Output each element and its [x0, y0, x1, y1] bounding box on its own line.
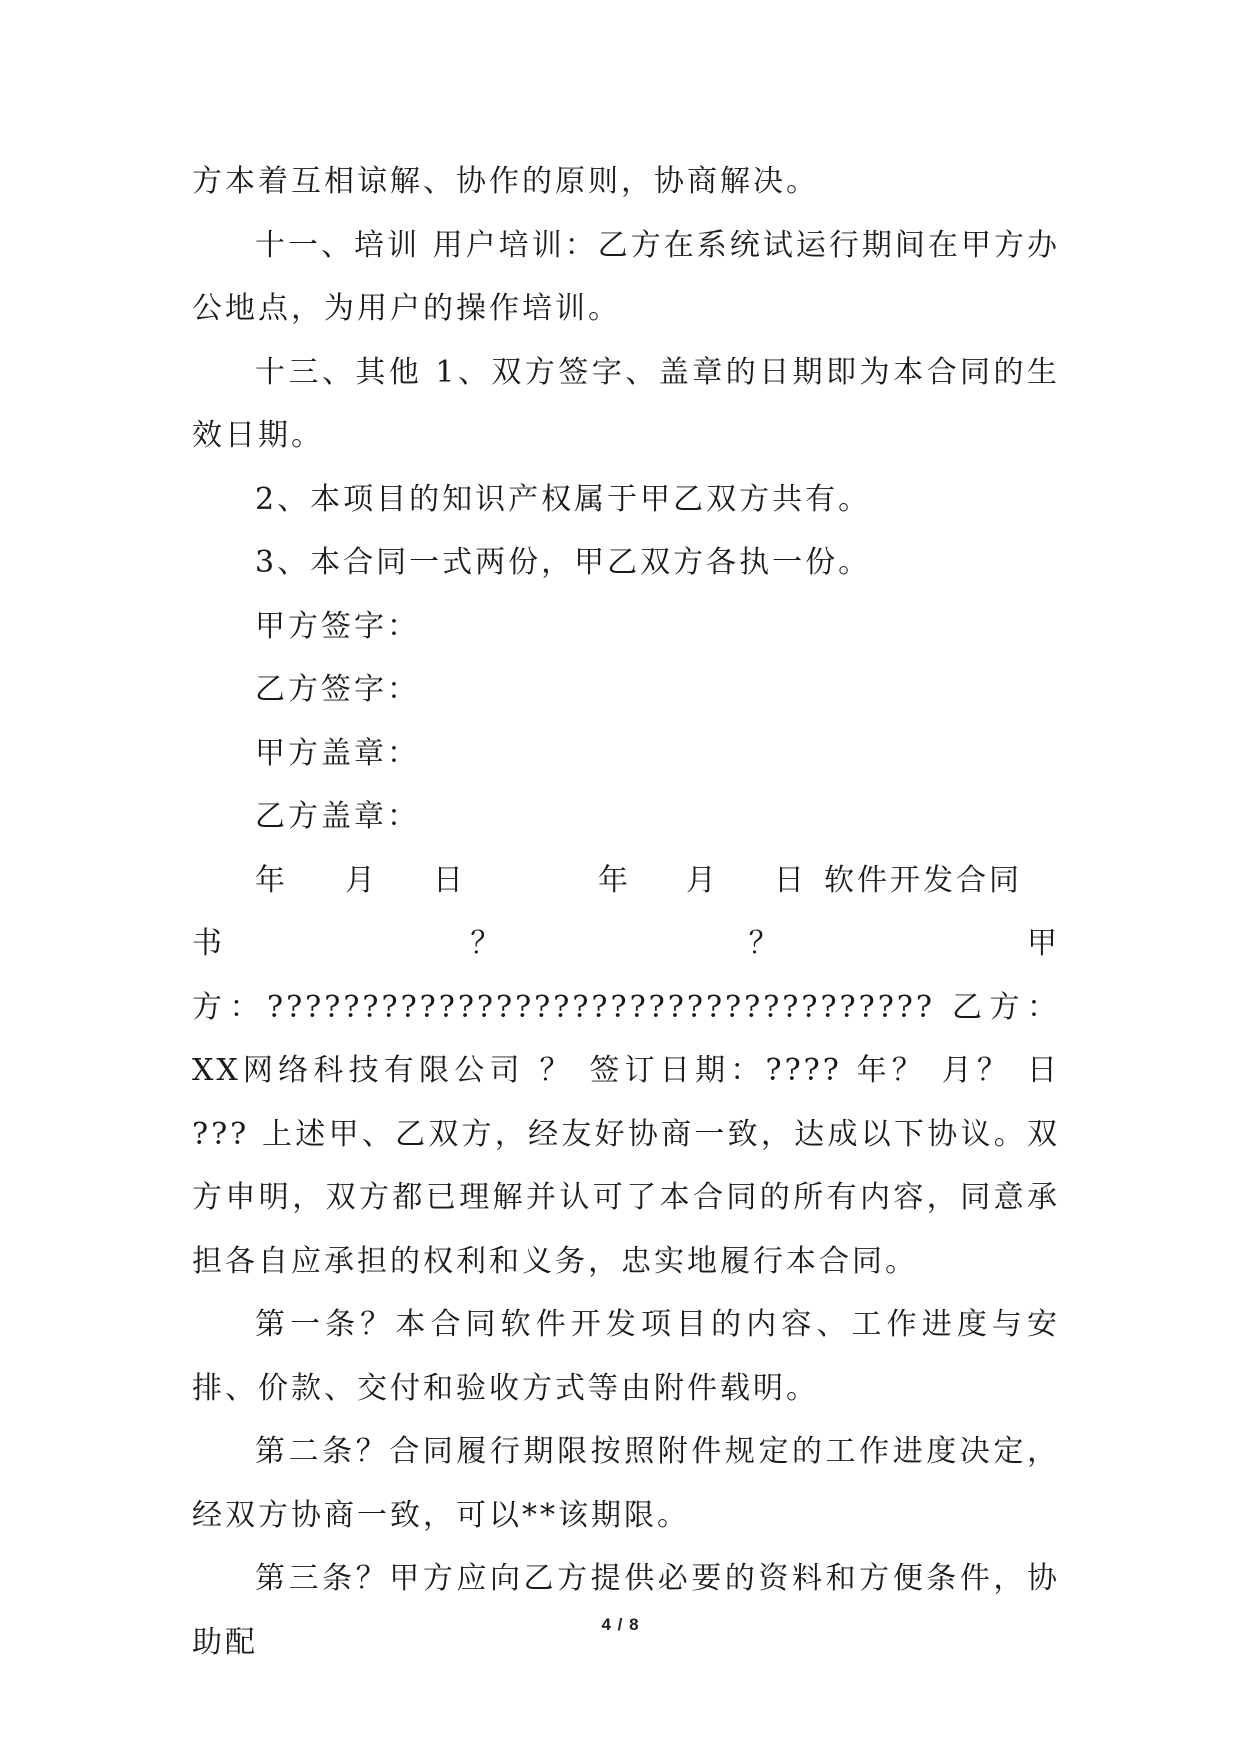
date-month-1: 月: [345, 862, 378, 898]
paragraph-training: 十一、培训 用户培训：乙方在系统试运行期间在甲方办公地点，为用户的操作培训。: [192, 227, 1060, 326]
date-day-2: 日: [774, 862, 807, 898]
document-body: [192, 150, 1060, 1674]
article-one: 第一条？本合同软件开发项目的内容、工作进度与安排、价款、交付和验收方式等由附件载明。: [192, 1307, 1060, 1406]
party-b-seal-label: 乙方盖章：: [255, 799, 420, 834]
article-two: 第二条？合同履行期限按照附件规定的工作进度决定，经双方协商一致，可以**该期限。: [192, 1434, 1060, 1533]
party-a-signature-label: 甲方签字：: [255, 608, 420, 644]
date-year-1: 年: [255, 862, 288, 898]
paragraph-other-effective-date: 十三、其他 1、双方签字、盖章的日期即为本合同的生效日期。: [192, 354, 1060, 453]
paragraph-ip-ownership: 2、本项目的知识产权属于甲乙双方共有。: [255, 481, 872, 517]
page-number: 4 / 8: [601, 1615, 640, 1634]
party-b-signature-label: 乙方签字：: [255, 672, 420, 707]
party-a-seal-label: 甲方盖章：: [255, 735, 420, 771]
signing-date-row: [192, 849, 1060, 913]
date-day-1: 日: [433, 862, 466, 898]
contract-preamble: 书 ？ ？ 甲方：??????????????????????????????????? 乙方：XX网络科技有限公司 ？ 签订日期：???? 年？ 月？ 日 ??? 上述甲、乙双方，经友好协商一致，达成以下协议。双方申明，双方都已理解并认可了本合同的所有内容，同意承担各自应承担的权利和义务，忠实地履行本合同。: [192, 926, 1060, 1279]
paragraph-resolution-principle: 方本着互相谅解、协作的原则，协商解决。: [192, 164, 819, 199]
date-year-2: 年: [598, 862, 631, 898]
date-month-2: 月: [686, 862, 719, 898]
contract-title-lead: 软件开发合同: [824, 862, 1022, 898]
article-three: 第三条？甲方应向乙方提供必要的资料和方便条件，协助配: [192, 1561, 1060, 1660]
paragraph-copies: 3、本合同一式两份，甲乙双方各执一份。: [255, 545, 872, 580]
